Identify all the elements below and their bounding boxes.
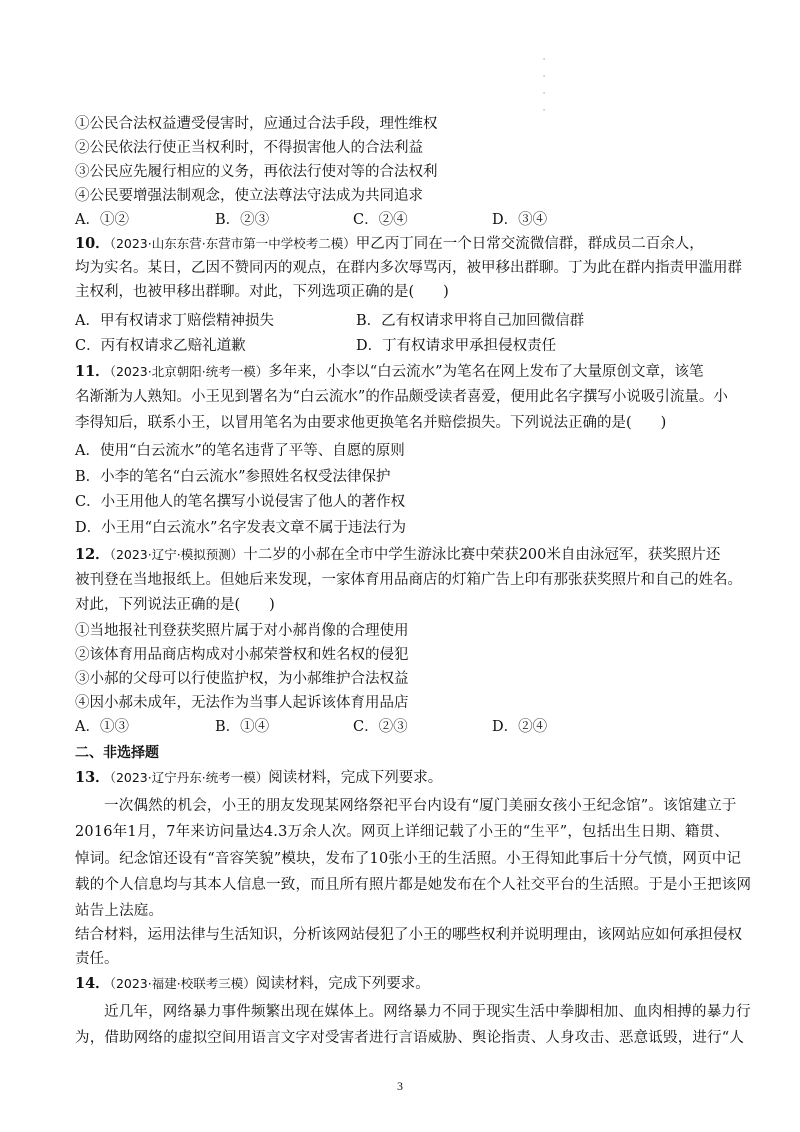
q9-statement-4: ④公民要增强法制观念，使立法尊法守法成为共同追求 [75,188,423,204]
q12-stem [75,545,720,565]
q14-number: 14． [75,975,110,992]
q9-statement-1: ①公民合法权益遭受侵害时，应通过合法手段，理性维权 [75,116,438,132]
q11-text: 多年来，小李以“白云流水”为笔名在网上发布了大量原创文章，该笔 [268,364,704,380]
q12-text-line: 对此，下列说法正确的是( ) [75,597,275,613]
q10-option-d: D．丁有权请求甲承担侵权责任 [356,338,557,354]
q11-number: 11． [75,363,110,380]
q13-material-line: 悼词。纪念馆还设有“音容笑貌”模块，发布了10张小王的生活照。小王得知此事后十分气愤，网页中记 [75,851,742,867]
q10-option-a: A．甲有权请求丁赔偿精神损失 [75,313,274,329]
q10-text-line: 主权利，也被甲移出群聊。对此，下列选项正确的是( ) [75,284,449,300]
q12-number: 12． [75,546,110,563]
q12-option-b: B．①④ [215,719,270,735]
section-heading: 二、非选择题 [75,745,159,761]
q12-statement-4: ④因小郝未成年，无法作为当事人起诉该体育用品店 [75,695,409,711]
q13-requirement-line: 责任。 [75,951,119,967]
q13-material-line: 一次偶然的机会，小王的朋友发现某网络祭祀平台内设有“厦门美丽女孩小王纪念馆”。该馆建立于 [104,798,737,814]
q10-source: （2023·山东东营·东营市第一中学校考二模） [109,236,356,251]
q14-source: （2023·福建·校联考三模） [109,976,256,991]
q13-source: （2023·辽宁丹东·统考一模） [109,770,269,785]
q11-option-a: A．使用“白云流水”的笔名违背了平等、自愿的原则 [75,443,405,459]
q14-material-line: 为，借助网络的虚拟空间用语言文字对受害者进行言语威胁、舆论指责、人身攻击、恶意诋毁，进行“人 [75,1030,745,1046]
q11-source: （2023·北京朝阳·统考一模） [109,364,269,379]
q9-option-c: C．②④ [353,212,408,228]
q9-option-b: B．②③ [215,212,270,228]
q11-option-b: B．小李的笔名“白云流水”参照姓名权受法律保护 [75,469,391,485]
q14-material-line: 近几年，网络暴力事件频繁出现在媒体上。网络暴力不同于现实生活中拳脚相加、血肉相搏的暴力行 [104,1004,751,1020]
q12-text-line: 被刊登在当地报纸上。但她后来发现，一家体育用品商店的灯箱广告上印有那张获奖照片和自己的姓名。 [75,572,742,588]
q11-option-d: D．小王用“白云流水”名字发表文章不属于违法行为 [75,520,406,536]
q10-text: 甲乙丙丁同在一个日常交流微信群，群成员二百余人， [355,236,704,252]
q14-text: 阅读材料，完成下列要求。 [255,976,430,992]
q12-text: 十二岁的小郝在全市中学生游泳比赛中荣获200米自由泳冠军，获奖照片还 [243,547,721,563]
q12-statement-1: ①当地报社刊登获奖照片属于对小郝肖像的合理使用 [75,623,409,639]
q9-option-a: A．①② [75,212,129,228]
q13-requirement-line: 结合材料，运用法律与生活知识，分析该网站侵犯了小王的哪些权利并说明理由，该网站应如何承担侵权 [75,927,742,943]
q10-option-c: C．丙有权请求乙赔礼道歉 [75,338,246,354]
page-number: 3 [397,1079,403,1093]
q13-material-line: 2016年1月，7年来访问量达4.3万余人次。网页上详细记载了小王的“生平”，包括出生日期、籍贯、 [75,824,730,840]
q11-stem [75,362,704,382]
q14-stem [75,974,430,994]
q13-stem [75,768,442,788]
q12-option-a: A．①③ [75,719,129,735]
q11-text-line: 李得知后，联系小王，以冒用笔名为由要求他更换笔名并赔偿损失。下列说法正确的是( ) [75,415,667,431]
q10-text-line: 均为实名。某日，乙因不赞同丙的观点，在群内多次辱骂丙，被甲移出群聊。丁为此在群内指责甲滥用群 [75,260,742,276]
q9-option-d: D．③④ [492,212,548,228]
q13-material-line: 载的个人信息均与其本人信息一致，而且所有照片都是她发布在个人社交平台的生活照。于是小王把该网 [75,877,752,893]
q12-option-c: C．②③ [353,719,408,735]
q10-stem [75,234,704,254]
q11-option-c: C．小王用他人的笔名撰写小说侵害了他人的著作权 [75,494,406,510]
q12-statement-3: ③小郝的父母可以行使监护权，为小郝维护合法权益 [75,671,409,687]
q10-number: 10． [75,235,110,252]
q13-number: 13． [75,769,110,786]
q9-statement-2: ②公民依法行使正当权利时，不得损害他人的合法利益 [75,140,423,156]
q12-option-d: D．②④ [492,719,548,735]
q10-option-b: B．乙有权请求甲将自己加回微信群 [356,313,585,329]
q13-text: 阅读材料，完成下列要求。 [268,770,443,786]
q13-material-line: 站告上法庭。 [75,903,164,919]
q12-source: （2023·辽宁·模拟预测） [109,547,244,562]
q11-text-line: 名渐渐为人熟知。小王见到署名为“白云流水”的作品颇受读者喜爱，便用此名字撰写小说吸引流量。小 [75,389,728,405]
q12-statement-2: ②该体育用品商店构成对小郝荣誉权和姓名权的侵犯 [75,647,409,663]
corner-dots: · · · · [542,55,546,116]
q9-statement-3: ③公民应先履行相应的义务，再依法行使对等的合法权利 [75,164,438,180]
